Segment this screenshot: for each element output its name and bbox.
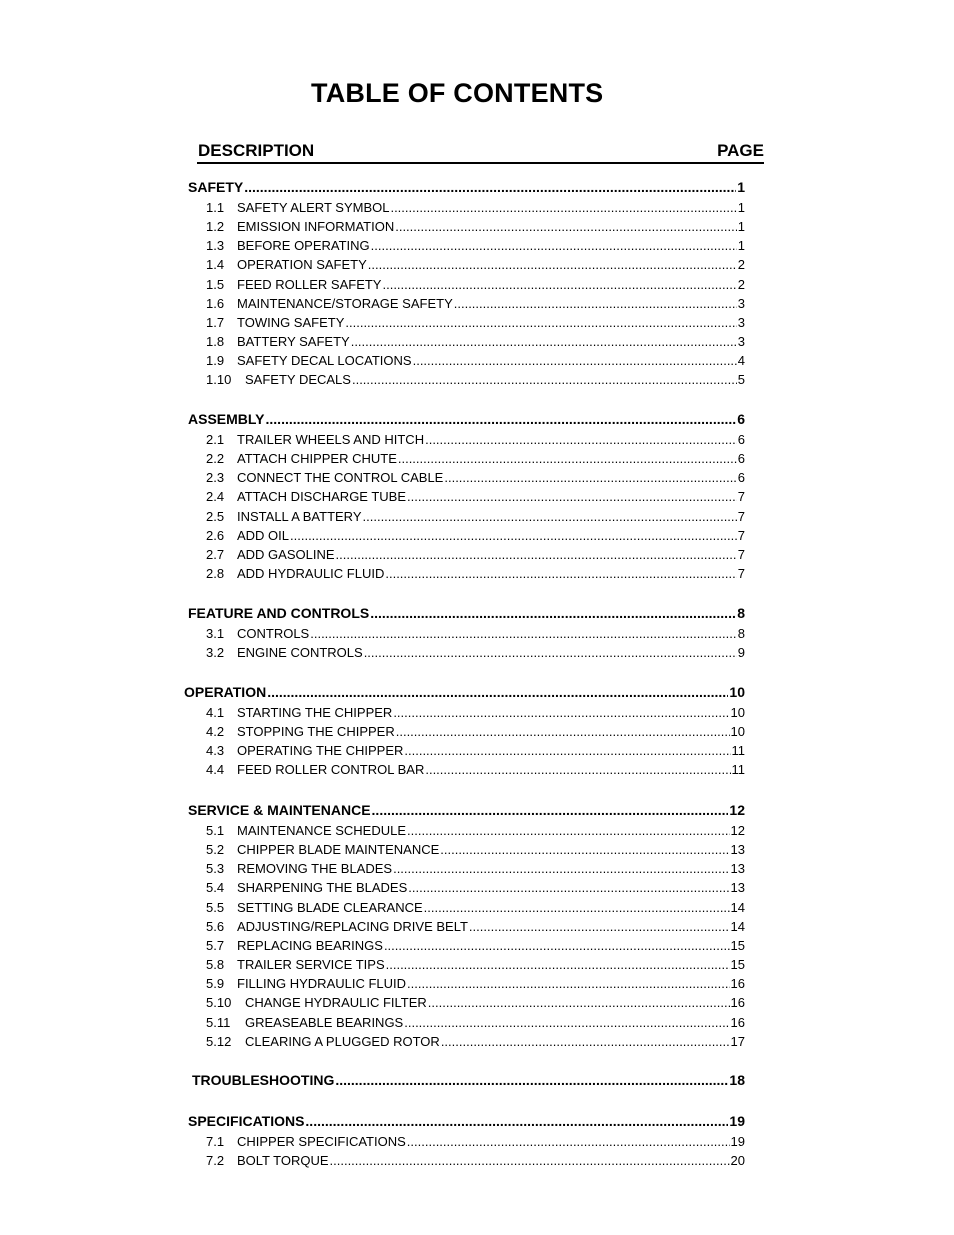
toc-section-row[interactable] <box>188 1113 745 1131</box>
section-page-number: 1 <box>737 179 745 195</box>
item-title: CLEARING A PLUGGED ROTOR <box>245 1034 440 1049</box>
item-title: SETTING BLADE CLEARANCE <box>237 900 423 915</box>
dot-leader <box>370 605 736 621</box>
toc-item-row[interactable] <box>206 919 745 935</box>
dot-leader <box>407 489 737 504</box>
item-page-number: 1 <box>737 238 745 253</box>
item-page-number: 7 <box>737 547 745 562</box>
item-number: 2.1 <box>206 432 225 447</box>
toc-item-row[interactable] <box>206 238 745 254</box>
item-page-number: 14 <box>730 900 745 915</box>
dot-leader <box>382 277 736 292</box>
item-page-number: 15 <box>730 938 745 953</box>
dot-leader <box>454 296 737 311</box>
item-number: 2.4 <box>206 489 225 504</box>
item-title: BOLT TORQUE <box>237 1153 329 1168</box>
item-page-number: 2 <box>737 277 745 292</box>
toc-item-row[interactable] <box>206 823 745 839</box>
item-page-number: 13 <box>730 842 745 857</box>
item-page-number: 16 <box>730 995 745 1010</box>
item-title: FILLING HYDRAULIC FLUID <box>237 976 407 991</box>
dot-leader <box>267 684 728 700</box>
toc-item-row[interactable] <box>206 451 745 467</box>
dot-leader <box>290 528 737 543</box>
item-page-number: 19 <box>730 1134 745 1149</box>
toc-item-row[interactable] <box>206 277 745 293</box>
dot-leader <box>393 861 729 876</box>
item-number: 3.1 <box>206 626 225 641</box>
item-page-number: 6 <box>737 470 745 485</box>
dot-leader <box>404 1015 729 1030</box>
item-page-number: 11 <box>731 743 745 758</box>
toc-item-row[interactable] <box>206 762 745 778</box>
toc-item-row[interactable] <box>206 547 745 563</box>
toc-item-row[interactable] <box>206 257 745 273</box>
item-page-number: 20 <box>730 1153 745 1168</box>
item-page-number: 2 <box>737 257 745 272</box>
description-column-label: DESCRIPTION <box>198 141 315 160</box>
item-page-number: 6 <box>737 432 745 447</box>
item-title: SAFETY DECAL LOCATIONS <box>237 353 412 368</box>
toc-item-row[interactable] <box>206 861 745 877</box>
page-title: TABLE OF CONTENTS <box>311 78 604 108</box>
section-title: FEATURE AND CONTROLS <box>188 605 370 621</box>
item-page-number: 9 <box>737 645 745 660</box>
item-title: GREASEABLE BEARINGS <box>245 1015 404 1030</box>
item-number: 2.5 <box>206 509 225 524</box>
item-title: ATTACH DISCHARGE TUBE <box>237 489 407 504</box>
dot-leader <box>396 724 730 739</box>
item-title: SAFETY DECALS <box>245 372 351 387</box>
section-page-number: 6 <box>737 411 745 427</box>
item-title: REMOVING THE BLADES <box>237 861 393 876</box>
section-title: TROUBLESHOOTING <box>192 1072 335 1088</box>
item-number: 1.10 <box>206 372 232 387</box>
toc-item-row[interactable] <box>206 900 745 916</box>
item-number: 2.2 <box>206 451 225 466</box>
item-number: 5.11 <box>206 1015 231 1030</box>
dot-leader <box>310 626 737 641</box>
toc-item-row[interactable] <box>206 1034 745 1050</box>
item-page-number: 15 <box>730 957 745 972</box>
section-page-number: 10 <box>729 684 745 700</box>
item-number: 1.1 <box>206 200 225 215</box>
item-number: 1.8 <box>206 334 225 349</box>
item-page-number: 10 <box>730 724 745 739</box>
item-title: CHIPPER SPECIFICATIONS <box>237 1134 406 1149</box>
item-title: BATTERY SAFETY <box>237 334 350 349</box>
toc-section-row[interactable] <box>188 179 745 197</box>
section-title: OPERATION <box>184 684 267 700</box>
item-page-number: 7 <box>737 528 745 543</box>
dot-leader <box>363 509 737 524</box>
item-page-number: 6 <box>737 451 745 466</box>
toc-item-row[interactable] <box>206 372 745 388</box>
item-number: 1.4 <box>206 257 225 272</box>
item-page-number: 4 <box>737 353 745 368</box>
dot-leader <box>336 547 737 562</box>
item-title: FEED ROLLER CONTROL BAR <box>237 762 425 777</box>
dot-leader <box>364 645 737 660</box>
dot-leader <box>345 315 736 330</box>
item-number: 1.3 <box>206 238 225 253</box>
item-page-number: 3 <box>737 296 745 311</box>
item-page-number: 5 <box>737 372 745 387</box>
item-number: 5.2 <box>206 842 225 857</box>
item-number: 7.1 <box>206 1134 225 1149</box>
item-number: 5.9 <box>206 976 225 991</box>
item-number: 3.2 <box>206 645 225 660</box>
dot-leader <box>428 995 730 1010</box>
toc-item-row[interactable] <box>206 743 745 759</box>
toc-item-row[interactable] <box>206 296 745 312</box>
toc-item-row[interactable] <box>206 432 745 448</box>
item-number: 4.3 <box>206 743 225 758</box>
dot-leader <box>398 451 737 466</box>
item-number: 1.9 <box>206 353 225 368</box>
item-title: CONNECT THE CONTROL CABLE <box>237 470 444 485</box>
item-page-number: 1 <box>737 219 745 234</box>
item-page-number: 17 <box>730 1034 745 1049</box>
toc-item-row[interactable] <box>206 470 745 486</box>
item-page-number: 16 <box>730 976 745 991</box>
item-title: TRAILER WHEELS AND HITCH <box>237 432 425 447</box>
item-title: REPLACING BEARINGS <box>237 938 383 953</box>
item-number: 1.7 <box>206 315 225 330</box>
item-page-number: 12 <box>730 823 745 838</box>
item-title: SHARPENING THE BLADES <box>237 880 408 895</box>
dot-leader <box>413 353 737 368</box>
item-title: ENGINE CONTROLS <box>237 645 363 660</box>
section-title: ASSEMBLY <box>188 411 265 427</box>
toc-item-row[interactable] <box>206 995 745 1011</box>
dot-leader <box>469 919 730 934</box>
section-page-number: 8 <box>737 605 745 621</box>
item-title: CHANGE HYDRAULIC FILTER <box>245 995 427 1010</box>
item-title: MAINTENANCE/STORAGE SAFETY <box>237 296 453 311</box>
toc-item-row[interactable] <box>206 976 745 992</box>
item-page-number: 13 <box>730 861 745 876</box>
item-number: 5.3 <box>206 861 225 876</box>
item-number: 2.8 <box>206 566 225 581</box>
toc-item-row[interactable] <box>206 724 745 740</box>
dot-leader <box>266 411 737 427</box>
item-number: 2.7 <box>206 547 225 562</box>
item-title: SAFETY ALERT SYMBOL <box>237 200 390 215</box>
item-number: 5.4 <box>206 880 225 895</box>
toc-item-row[interactable] <box>206 1015 745 1031</box>
item-page-number: 7 <box>737 566 745 581</box>
toc-item-row[interactable] <box>206 566 745 582</box>
toc-item-row[interactable] <box>206 957 745 973</box>
item-page-number: 8 <box>737 626 745 641</box>
dot-leader <box>352 372 737 387</box>
dot-leader <box>372 802 729 818</box>
toc-item-row[interactable] <box>206 353 745 369</box>
item-number: 1.5 <box>206 277 225 292</box>
toc-item-row[interactable] <box>206 880 745 896</box>
item-title: OPERATION SAFETY <box>237 257 367 272</box>
item-number: 2.3 <box>206 470 225 485</box>
item-number: 5.6 <box>206 919 225 934</box>
toc-item-row[interactable] <box>206 489 745 505</box>
item-title: CHIPPER BLADE MAINTENANCE <box>237 842 440 857</box>
dot-leader <box>407 823 730 838</box>
toc-item-row[interactable] <box>206 219 745 235</box>
item-number: 5.7 <box>206 938 225 953</box>
toc-item-row[interactable] <box>206 645 745 661</box>
item-number: 5.8 <box>206 957 225 972</box>
toc-item-row[interactable] <box>206 705 745 721</box>
toc-item-row[interactable] <box>206 528 745 544</box>
item-title: FEED ROLLER SAFETY <box>237 277 382 292</box>
dot-leader <box>386 957 730 972</box>
page-column-label: PAGE <box>717 141 764 160</box>
toc-item-row[interactable] <box>206 626 745 642</box>
item-page-number: 1 <box>737 200 745 215</box>
toc-item-row[interactable] <box>206 938 745 954</box>
dot-leader <box>368 257 737 272</box>
section-page-number: 19 <box>729 1113 745 1129</box>
dot-leader <box>371 238 737 253</box>
dot-leader <box>408 880 729 895</box>
item-title: STOPPING THE CHIPPER <box>237 724 395 739</box>
section-title: SERVICE & MAINTENANCE <box>188 802 371 818</box>
item-title: INSTALL A BATTERY <box>237 509 362 524</box>
item-number: 1.2 <box>206 219 225 234</box>
dot-leader <box>351 334 737 349</box>
item-page-number: 3 <box>737 334 745 349</box>
section-title: SPECIFICATIONS <box>188 1113 305 1129</box>
item-title: ADD GASOLINE <box>237 547 335 562</box>
item-number: 2.6 <box>206 528 225 543</box>
dot-leader <box>425 432 737 447</box>
toc-section-row[interactable] <box>188 411 745 429</box>
item-title: ADJUSTING/REPLACING DRIVE BELT <box>237 919 468 934</box>
item-title: ADD OIL <box>237 528 290 543</box>
item-number: 5.5 <box>206 900 225 915</box>
item-page-number: 13 <box>730 880 745 895</box>
item-title: EMISSION INFORMATION <box>237 219 395 234</box>
item-page-number: 16 <box>730 1015 745 1030</box>
toc-section-row[interactable] <box>188 605 745 623</box>
dot-leader <box>444 470 736 485</box>
dot-leader <box>244 179 736 195</box>
dot-leader <box>393 705 729 720</box>
toc-item-row[interactable] <box>206 200 745 216</box>
dot-leader <box>390 200 736 215</box>
item-number: 5.12 <box>206 1034 232 1049</box>
item-page-number: 3 <box>737 315 745 330</box>
item-page-number: 14 <box>730 919 745 934</box>
toc-section-row[interactable] <box>188 802 745 820</box>
item-title: CONTROLS <box>237 626 310 641</box>
item-number: 4.1 <box>206 705 225 720</box>
toc-item-row[interactable] <box>206 315 745 331</box>
item-page-number: 7 <box>737 489 745 504</box>
item-number: 7.2 <box>206 1153 225 1168</box>
item-title: ATTACH CHIPPER CHUTE <box>237 451 397 466</box>
dot-leader <box>425 762 730 777</box>
item-title: STARTING THE CHIPPER <box>237 705 393 720</box>
toc-item-row[interactable] <box>206 334 745 350</box>
item-number: 4.2 <box>206 724 225 739</box>
item-title: TRAILER SERVICE TIPS <box>237 957 385 972</box>
dot-leader <box>330 1153 730 1168</box>
section-page-number: 12 <box>729 802 745 818</box>
dot-leader <box>407 976 729 991</box>
item-title: ADD HYDRAULIC FLUID <box>237 566 385 581</box>
dot-leader <box>395 219 737 234</box>
toc-section-row[interactable] <box>192 1072 745 1090</box>
item-page-number: 10 <box>730 705 745 720</box>
item-page-number: 11 <box>731 762 745 777</box>
dot-leader <box>407 1134 730 1149</box>
toc-section-row[interactable] <box>184 684 745 702</box>
toc-item-row[interactable] <box>206 1134 745 1150</box>
toc-item-row[interactable] <box>206 842 745 858</box>
item-number: 4.4 <box>206 762 225 777</box>
toc-item-row[interactable] <box>206 1153 745 1169</box>
item-title: MAINTENANCE SCHEDULE <box>237 823 407 838</box>
item-number: 1.6 <box>206 296 225 311</box>
dot-leader <box>441 1034 730 1049</box>
item-title: BEFORE OPERATING <box>237 238 370 253</box>
dot-leader <box>385 566 736 581</box>
toc-item-row[interactable] <box>206 509 745 525</box>
dot-leader <box>404 743 730 758</box>
dot-leader <box>424 900 730 915</box>
dot-leader <box>305 1113 728 1129</box>
dot-leader <box>335 1072 728 1088</box>
item-page-number: 7 <box>737 509 745 524</box>
item-number: 5.10 <box>206 995 232 1010</box>
item-number: 5.1 <box>206 823 225 838</box>
item-title: OPERATING THE CHIPPER <box>237 743 404 758</box>
section-title: SAFETY <box>188 179 244 195</box>
dot-leader <box>440 842 729 857</box>
item-title: TOWING SAFETY <box>237 315 345 330</box>
section-page-number: 18 <box>729 1072 745 1088</box>
dot-leader <box>384 938 730 953</box>
